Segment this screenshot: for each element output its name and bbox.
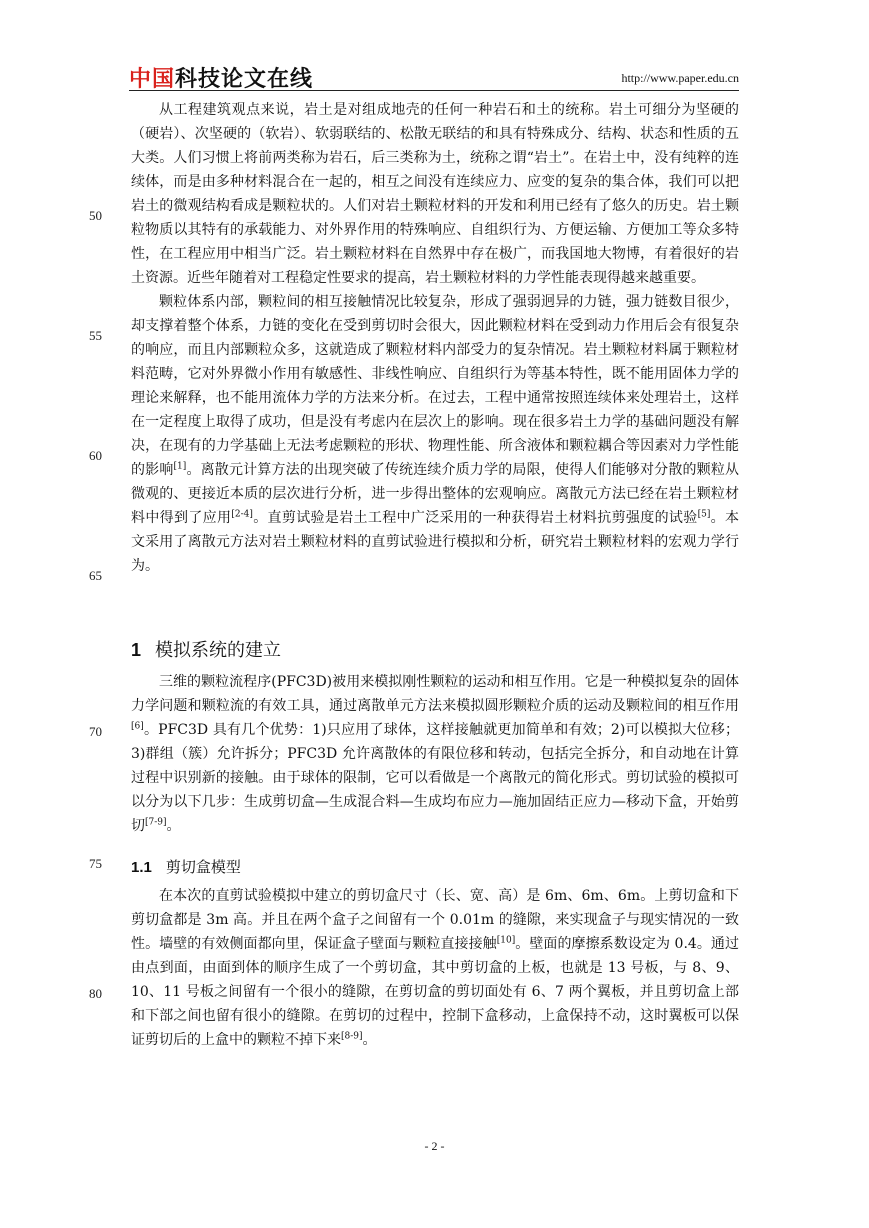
line-number: 70 bbox=[89, 724, 102, 739]
citation: [1] bbox=[173, 461, 187, 472]
p3-text-c: 。 bbox=[166, 818, 181, 834]
line-number: 50 bbox=[89, 208, 102, 223]
p4-text-b: 。壁面的摩擦系数设定为 0.4。通过由点到面，由面到体的顺序生成了一个剪切盒，其中剪切盒的上板，也就是 13 号板，与 8、9、10、11 号板之间留有一个很小的缝隙，在剪切盒的剪切面处有 6、7 两个翼板，并且剪切盒上部和下部之间也留有很小的缝隙。在剪切的过程中，控制下盒移动，上盒保持不动，这时翼板可以保证剪切后的上盒中的颗粒不掉下来 bbox=[131, 936, 739, 1048]
citation: [6] bbox=[131, 721, 144, 732]
line-number: 60 bbox=[89, 448, 102, 463]
section-heading-1 bbox=[131, 636, 281, 662]
logo-black-text: 科技论文在线 bbox=[175, 67, 314, 92]
section-number: 1 bbox=[131, 640, 142, 660]
header-rule bbox=[129, 90, 739, 91]
paragraph-2 bbox=[131, 290, 739, 578]
p4-text-c: 。 bbox=[362, 1032, 377, 1048]
p3-text-a: 三维的颗粒流程序(PFC3D)被用来模拟刚性颗粒的运动和相互作用。它是一种模拟复杂的固体力学问题和颗粒流的有效工具，通过离散单元方法来模拟圆形颗粒介质的运动及颗粒间的相互作用 bbox=[131, 674, 739, 714]
p2-text-a: 颗粒体系内部，颗粒间的相互接触情况比较复杂，形成了强弱迥异的力链，强力链数目很少，却支撑着整个体系，力链的变化在受到剪切时会很大，因此颗粒材料在受到动力作用后会有很复杂的响应，而且内部颗粒众多，这就造成了颗粒材料内部受力的复杂情况。岩土颗粒材料属于颗粒材料范畴，它对外界微小作用有敏感性、非线性响应、自组织行为等基本特性，既不能用固体力学的理论来解释，也不能用流体力学的方法来分析。在过去，工程中通常按照连续体来处理岩土，这样在一定程度上取得了成功，但是没有考虑内在层次上的影响。现在很多岩土力学的基础问题没有解决，在现有的力学基础上无法考虑颗粒的形状、物理性能、所含液体和颗粒耦合等因素对力学性能的影响 bbox=[131, 294, 739, 478]
subsection-number: 1.1 bbox=[131, 859, 152, 876]
subsection-title: 剪切盒模型 bbox=[165, 858, 241, 876]
paragraph-4 bbox=[131, 884, 739, 1052]
line-number: 55 bbox=[89, 328, 102, 343]
paragraph-intro bbox=[131, 98, 739, 578]
paragraph-3 bbox=[131, 670, 739, 838]
line-number: 75 bbox=[89, 856, 102, 871]
p2-text-b: 。离散元计算方法的出现突破了传统连续介质力学的局限，使得人们能够对分散的颗粒从微观的、更接近本质的层次进行分析，进一步得出整体的宏观响应。离散元方法已经在岩土颗粒材料中得到了应用 bbox=[131, 462, 740, 526]
citation: [5] bbox=[697, 509, 711, 520]
p4-text-a: 在本次的直剪试验模拟中建立的剪切盒尺寸（长、宽、高）是 6m、6m、6m。上剪切盒和下剪切盒都是 3m 高。并且在两个盒子之间留有一个 0.01m 的缝隙，来实现盒子与现实情况的一致性。墙壁的有效侧面都向里，保证盒子壁面与颗粒直接接触 bbox=[131, 888, 739, 952]
section-title: 模拟系统的建立 bbox=[155, 640, 282, 661]
citation: [10] bbox=[496, 935, 516, 946]
citation: [2-4] bbox=[231, 509, 253, 520]
subsection-heading-1-1 bbox=[131, 856, 241, 877]
citation: [7-9] bbox=[145, 817, 167, 828]
p3-text-b: 。PFC3D 具有几个优势：1)只应用了球体，这样接触就更加简单和有效；2)可以模拟大位移；3)群组（簇）允许拆分；PFC3D 允许离散体的有限位移和转动，包括完全拆分，和自动地在计算过程中识别新的接触。由于球体的限制，它可以看做是一个离散元的简化形式。剪切试验的模拟可以分为以下几步：生成剪切盒—生成混合料—生成均布应力—施加固结正应力—移动下盒，开始剪切 bbox=[131, 722, 739, 834]
logo-red-text: 中国 bbox=[129, 67, 176, 92]
journal-logo bbox=[129, 62, 313, 93]
header-url: http://www.paper.edu.cn bbox=[621, 71, 739, 85]
page-header bbox=[129, 62, 739, 90]
page-number: - 2 - bbox=[424, 1139, 445, 1153]
line-number: 80 bbox=[89, 986, 102, 1001]
p2-text-c: 。直剪试验是岩土工程中广泛采用的一种获得岩土材料抗剪强度的试验 bbox=[252, 510, 698, 526]
paragraph-section1-1 bbox=[131, 884, 739, 1052]
paragraph-1: 从工程建筑观点来说，岩土是对组成地壳的任何一种岩石和土的统称。岩土可细分为坚硬的（硬岩）、次坚硬的（软岩）、软弱联结的、松散无联结的和具有特殊成分、结构、状态和性质的五大类。人们习惯上将前两类称为岩石，后三类称为土，统称之谓“岩土”。在岩土中，没有纯粹的连续体，而是由多种材料混合在一起的，相互之间没有连续应力、应变的复杂的集合体，我们可以把岩土的微观结构看成是颗粒状的。人们对岩土颗粒材料的开发和利用已经有了悠久的历史。岩土颗粒物质以其特有的承载能力、对外界作用的特殊响应、自组织行为、方便运输、方便加工等众多特性，在工程应用中相当广泛。岩土颗粒材料在自然界中存在极广，而我国地大物博，有着很好的岩土资源。近些年随着对工程稳定性要求的提高，岩土颗粒材料的力学性能表现得越来越重要。 bbox=[131, 102, 739, 286]
line-number: 65 bbox=[89, 568, 102, 583]
p2-text-d: 。本文采用了离散元方法对岩土颗粒材料的直剪试验进行模拟和分析，研究岩土颗粒材料的宏观力学行为。 bbox=[131, 510, 740, 574]
paragraph-section1 bbox=[131, 670, 739, 838]
citation: [8-9] bbox=[341, 1031, 363, 1042]
